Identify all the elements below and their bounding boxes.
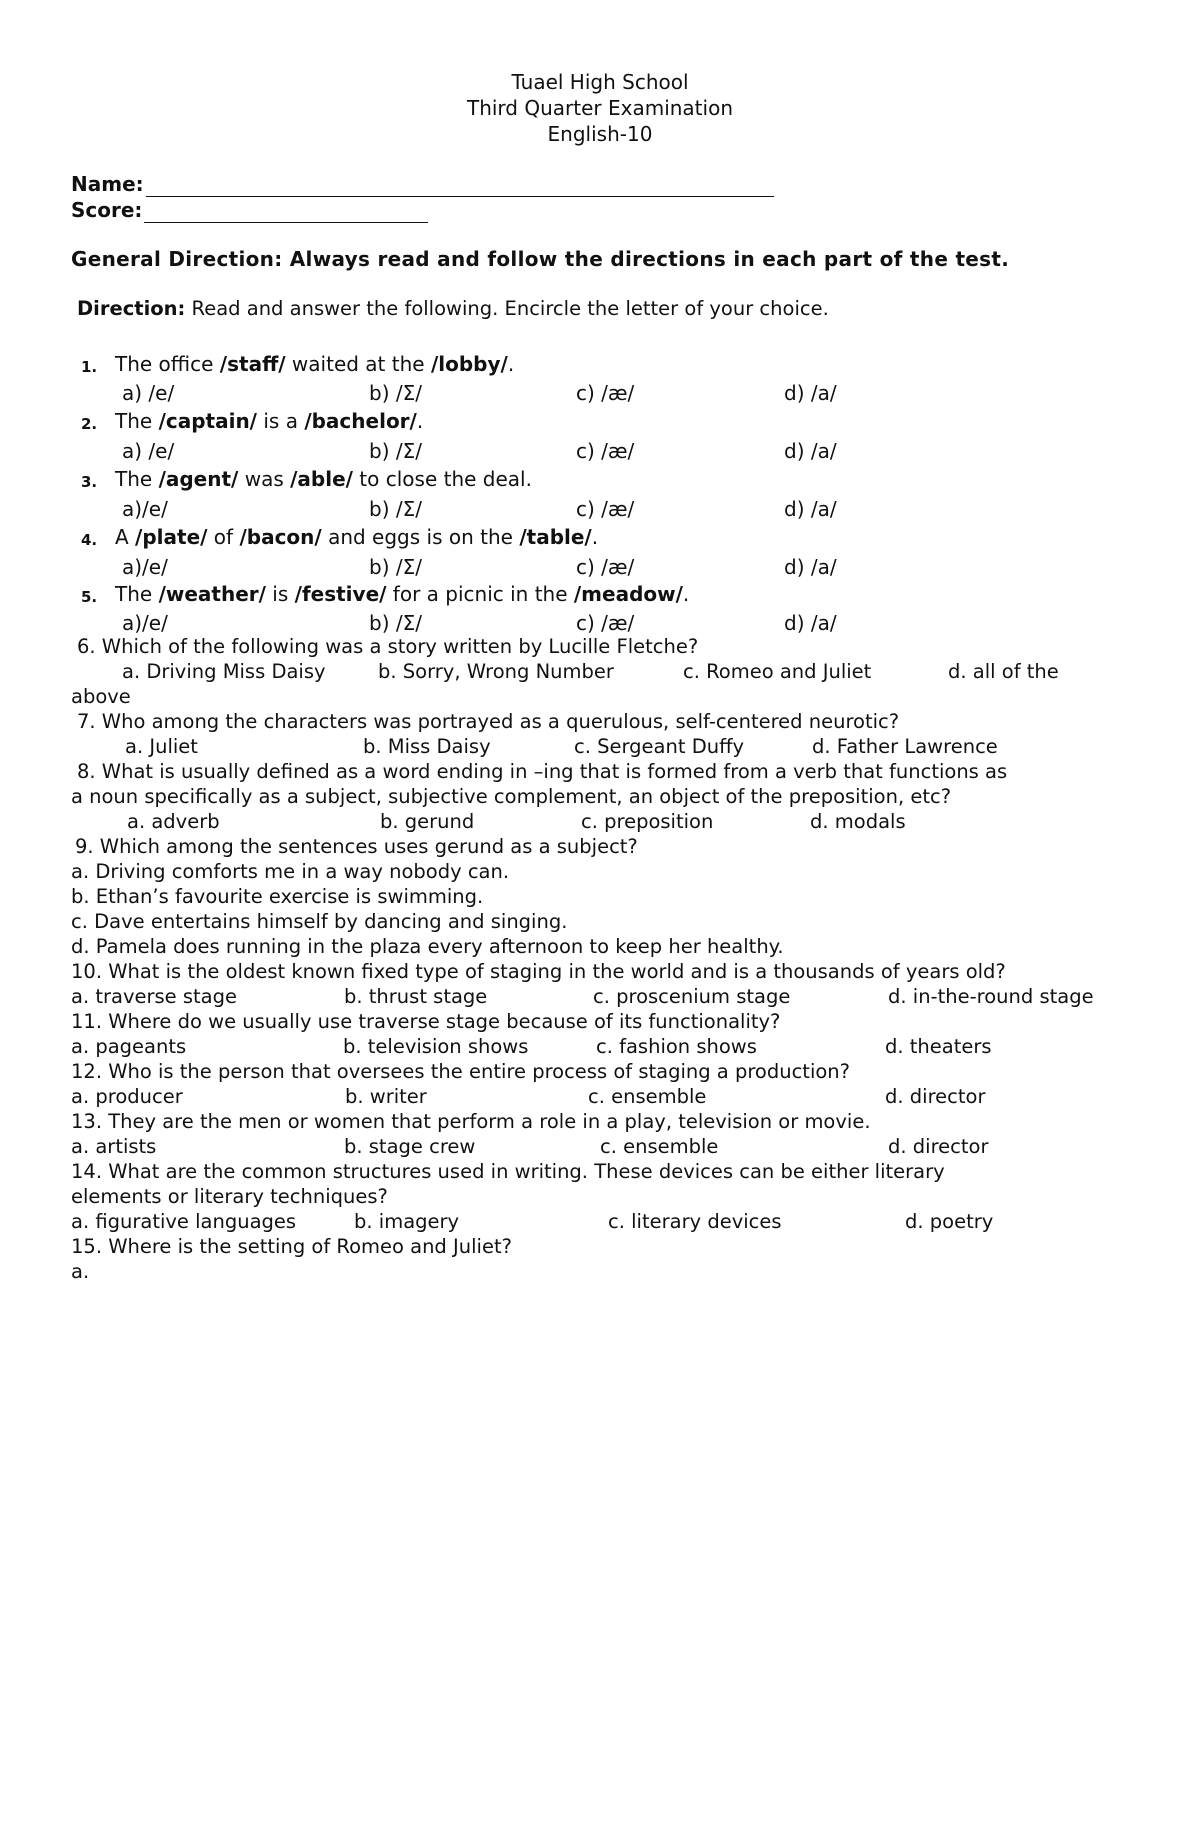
q-word: /staff/ (219, 352, 286, 376)
option-d[interactable]: d) /a/ (784, 439, 837, 463)
option-c[interactable]: c) /æ/ (576, 439, 635, 463)
exam-title: Third Quarter Examination (466, 96, 733, 120)
q-text: The (115, 467, 159, 491)
option-a[interactable]: a)/e/ (122, 555, 168, 579)
option-a[interactable]: a. pageants (71, 1035, 187, 1058)
question-10-stem: 10. What is the oldest known fixed type of staging in the world and is a thousands of years old? (71, 960, 1006, 983)
option-c[interactable]: c. Romeo and Juliet (683, 660, 872, 683)
option-b[interactable]: b. writer (345, 1085, 427, 1108)
exam-header (0, 69, 1200, 147)
q-text: . (682, 582, 690, 606)
school-name: Tuael High School (511, 70, 689, 94)
option-a[interactable]: a. Driving comforts me in a way nobody can. (71, 860, 510, 883)
option-a[interactable]: a) /e/ (122, 381, 175, 405)
option-c[interactable]: c. Dave entertains himself by dancing and singing. (71, 910, 568, 933)
score-field (71, 197, 428, 223)
option-b[interactable]: b) /Σ/ (369, 611, 422, 635)
option-c[interactable]: c. preposition (581, 810, 714, 833)
option-c[interactable]: c) /æ/ (576, 555, 635, 579)
q-word: /agent/ (158, 467, 239, 491)
option-c[interactable]: c. proscenium stage (593, 985, 791, 1008)
direction (77, 297, 829, 320)
option-d[interactable]: d. Father Lawrence (812, 735, 998, 758)
question-14-stem-cont: elements or literary techniques? (71, 1185, 388, 1208)
option-d[interactable]: d. director (888, 1135, 989, 1158)
q-text: . (416, 409, 424, 433)
option-a[interactable]: a. artists (71, 1135, 157, 1158)
q-word: /meadow/ (573, 582, 683, 606)
question-number: 5. (81, 588, 98, 606)
direction-text: Read and answer the following. Encircle the letter of your choice. (185, 297, 829, 320)
option-d[interactable]: d) /a/ (784, 555, 837, 579)
question-number: 1. (81, 358, 98, 376)
q-text: is a (257, 409, 305, 433)
option-d[interactable]: d. theaters (885, 1035, 992, 1058)
question-8-stem: 8. What is usually defined as a word ending in –ing that is formed from a verb that functions as (77, 760, 1008, 783)
q-text: of (207, 525, 240, 549)
question-2 (115, 408, 423, 434)
option-b[interactable]: b. stage crew (344, 1135, 476, 1158)
q-word: /bacon/ (239, 525, 322, 549)
name-blank[interactable] (146, 176, 774, 197)
question-15-stem: 15. Where is the setting of Romeo and Juliet? (71, 1235, 512, 1258)
option-d[interactable]: d) /a/ (784, 611, 837, 635)
name-label: Name: (71, 172, 144, 196)
question-14-stem: 14. What are the common structures used in writing. These devices can be either literary (71, 1160, 945, 1183)
question-1 (115, 351, 514, 377)
option-b[interactable]: b. Miss Daisy (363, 735, 491, 758)
option-c[interactable]: c. Sergeant Duffy (574, 735, 745, 758)
option-b[interactable]: b) /Σ/ (369, 555, 422, 579)
question-9-stem: 9. Which among the sentences uses gerund as a subject? (75, 835, 638, 858)
question-4 (115, 524, 598, 550)
option-b[interactable]: b. thrust stage (344, 985, 488, 1008)
q-text: is (265, 582, 295, 606)
name-field (71, 171, 774, 197)
option-d[interactable]: d) /a/ (784, 497, 837, 521)
score-blank[interactable] (144, 202, 428, 223)
question-8-stem-cont: a noun specifically as a subject, subjective complement, an object of the preposition, etc? (71, 785, 952, 808)
q-text: The (115, 582, 159, 606)
q-word: /festive/ (294, 582, 387, 606)
option-d-continuation: above (71, 685, 131, 708)
q-word: /weather/ (158, 582, 266, 606)
option-c[interactable]: c. fashion shows (596, 1035, 757, 1058)
question-13-stem: 13. They are the men or women that perform a role in a play, television or movie. (71, 1110, 871, 1133)
option-d[interactable]: d. modals (810, 810, 906, 833)
general-direction: General Direction: Always read and follow the directions in each part of the test. (71, 247, 1010, 271)
question-11-stem: 11. Where do we usually use traverse stage because of its functionality? (71, 1010, 781, 1033)
option-b[interactable]: b. imagery (354, 1210, 460, 1233)
direction-label: Direction: (77, 297, 186, 320)
option-b[interactable]: b) /Σ/ (369, 381, 422, 405)
q-word: /plate/ (135, 525, 208, 549)
option-b[interactable]: b. gerund (380, 810, 475, 833)
q-word: /able/ (290, 467, 353, 491)
question-6-stem: 6. Which of the following was a story written by Lucille Fletche? (77, 635, 699, 658)
subject-title: English-10 (547, 122, 653, 146)
question-number: 4. (81, 531, 98, 549)
q-text: waited at the (285, 352, 431, 376)
question-7-stem: 7. Who among the characters was portrayed as a querulous, self-centered neurotic? (77, 710, 900, 733)
question-12-stem: 12. Who is the person that oversees the entire process of staging a production? (71, 1060, 851, 1083)
option-b[interactable]: b) /Σ/ (369, 497, 422, 521)
q-text: A (115, 525, 136, 549)
option-a[interactable]: a. producer (71, 1085, 183, 1108)
option-d[interactable]: d. Pamela does running in the plaza every afternoon to keep her healthy. (71, 935, 784, 958)
option-d[interactable]: d. director (885, 1085, 986, 1108)
option-a[interactable]: a. (71, 1260, 90, 1283)
q-word: /lobby/ (430, 352, 508, 376)
option-b[interactable]: b. Sorry, Wrong Number (378, 660, 614, 683)
option-a[interactable]: a. adverb (127, 810, 220, 833)
option-a[interactable]: a. traverse stage (71, 985, 237, 1008)
question-3 (115, 466, 532, 492)
option-a[interactable]: a)/e/ (122, 611, 168, 635)
option-d[interactable]: d) /a/ (784, 381, 837, 405)
question-number: 2. (81, 415, 98, 433)
q-word: /bachelor/ (304, 409, 417, 433)
q-text: and eggs is on the (321, 525, 520, 549)
option-b[interactable]: b. television shows (343, 1035, 529, 1058)
option-c[interactable]: c. literary devices (608, 1210, 782, 1233)
option-c[interactable]: c) /æ/ (576, 381, 635, 405)
q-text: was (238, 467, 291, 491)
option-a[interactable]: a. Driving Miss Daisy (122, 660, 326, 683)
option-a[interactable]: a. Juliet (125, 735, 198, 758)
option-d[interactable]: d. in-the-round stage (888, 985, 1094, 1008)
score-label: Score: (71, 198, 143, 222)
option-a[interactable]: a. figurative languages (71, 1210, 297, 1233)
q-text: The (115, 409, 159, 433)
option-d[interactable]: d. poetry (905, 1210, 994, 1233)
option-c[interactable]: c) /æ/ (576, 497, 635, 521)
question-number: 3. (81, 473, 98, 491)
option-a[interactable]: a)/e/ (122, 497, 168, 521)
q-text: to close the deal. (352, 467, 532, 491)
q-word: /table/ (519, 525, 592, 549)
option-c[interactable]: c) /æ/ (576, 611, 635, 635)
q-word: /captain/ (158, 409, 257, 433)
option-a[interactable]: a) /e/ (122, 439, 175, 463)
question-5 (115, 581, 689, 607)
option-c[interactable]: c. ensemble (588, 1085, 707, 1108)
option-d[interactable]: d. all of the (948, 660, 1059, 683)
q-text: for a picnic in the (386, 582, 574, 606)
option-c[interactable]: c. ensemble (600, 1135, 719, 1158)
option-b[interactable]: b) /Σ/ (369, 439, 422, 463)
q-text: . (591, 525, 599, 549)
q-text: . (507, 352, 515, 376)
q-text: The office (115, 352, 220, 376)
option-b[interactable]: b. Ethan’s favourite exercise is swimming. (71, 885, 484, 908)
